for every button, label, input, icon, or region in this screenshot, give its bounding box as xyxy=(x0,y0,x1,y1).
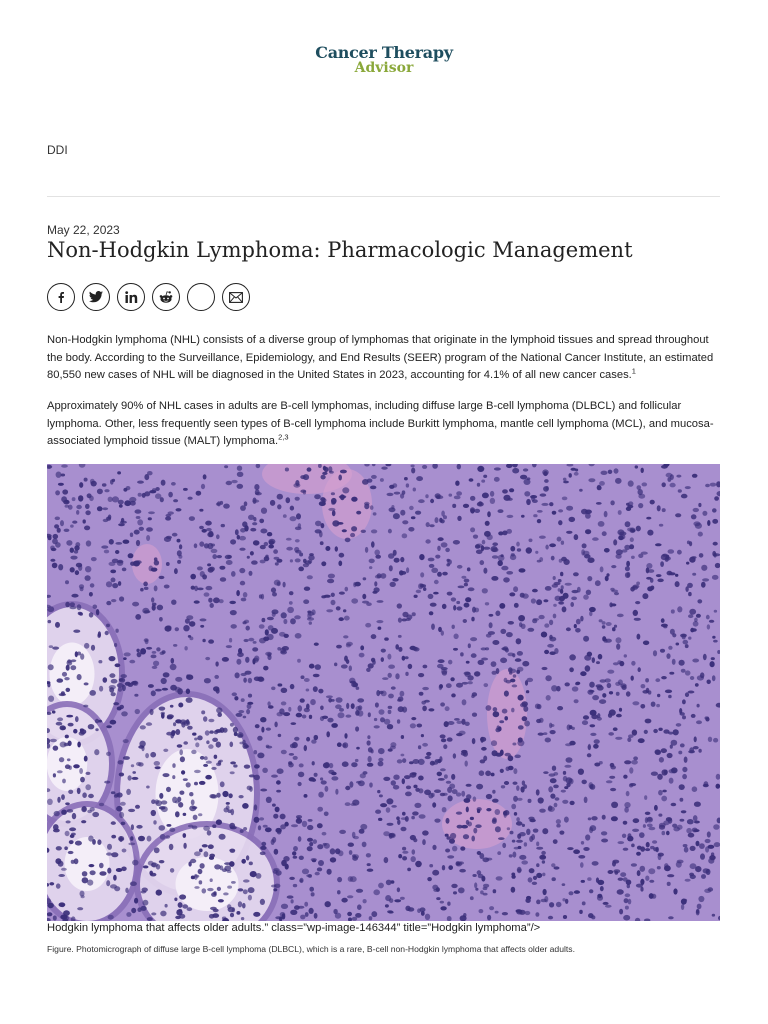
article-paragraph xyxy=(47,398,722,451)
reference-link[interactable]: 1 xyxy=(631,366,636,376)
facebook-icon xyxy=(55,291,67,303)
image-alt-text-leak: Hodgkin lymphoma that affects older adults.” class=”wp-image-146344” title=”Hodgkin lymphoma”/> xyxy=(47,922,541,934)
logo-line2: Advisor xyxy=(354,60,414,76)
paragraph-text: Non-Hodgkin lymphoma (NHL) consists of a diverse group of lymphomas that originate in the lymphoid tissues and spread throughout the body. According to the Surveillance, Epidemiology, and End Results (SEER) program of the National Cancer Institute, an estimated 80,550 new cases of NHL will be diagnosed in the United States in 2023, accounting for 4.1% of all new cancer cases. xyxy=(47,334,714,381)
divider xyxy=(47,196,720,197)
linkedin-icon xyxy=(125,291,138,303)
reddit-icon xyxy=(159,291,173,304)
share-email-button[interactable] xyxy=(222,283,250,311)
email-icon xyxy=(229,292,243,303)
share-extra-button[interactable] xyxy=(187,283,215,311)
share-reddit-button[interactable] xyxy=(152,283,180,311)
logo-line1: Cancer Therapy xyxy=(315,43,453,62)
reference-link[interactable]: 2,3 xyxy=(278,432,289,442)
paragraph-text: Approximately 90% of NHL cases in adults are B-cell lymphomas, including diffuse large B-cell lymphoma (DLBCL) and follicular lymphoma. Other, less frequently seen types of B-cell lymphoma include Burkitt lymphoma, mantle cell lymphoma (MCL), and mucosa-associated lymphoid tissue (MALT) lymphoma. xyxy=(47,400,714,447)
publish-date: May 22, 2023 xyxy=(47,223,120,237)
category-link[interactable]: DDI xyxy=(47,143,68,157)
article-title: Non-Hodgkin Lymphoma: Pharmacologic Management xyxy=(47,238,633,262)
share-facebook-button[interactable] xyxy=(47,283,75,311)
figure-caption: Figure. Photomicrograph of diffuse large B-cell lymphoma (DLBCL), which is a rare, B-cell non-Hodgkin lymphoma that affects older adults. xyxy=(47,944,575,954)
share-twitter-button[interactable] xyxy=(82,283,110,311)
twitter-icon xyxy=(89,291,103,303)
dlbcl-photomicrograph xyxy=(47,464,720,921)
share-linkedin-button[interactable] xyxy=(117,283,145,311)
article-paragraph xyxy=(47,332,722,385)
site-logo[interactable] xyxy=(0,45,768,75)
share-bar xyxy=(47,283,250,311)
